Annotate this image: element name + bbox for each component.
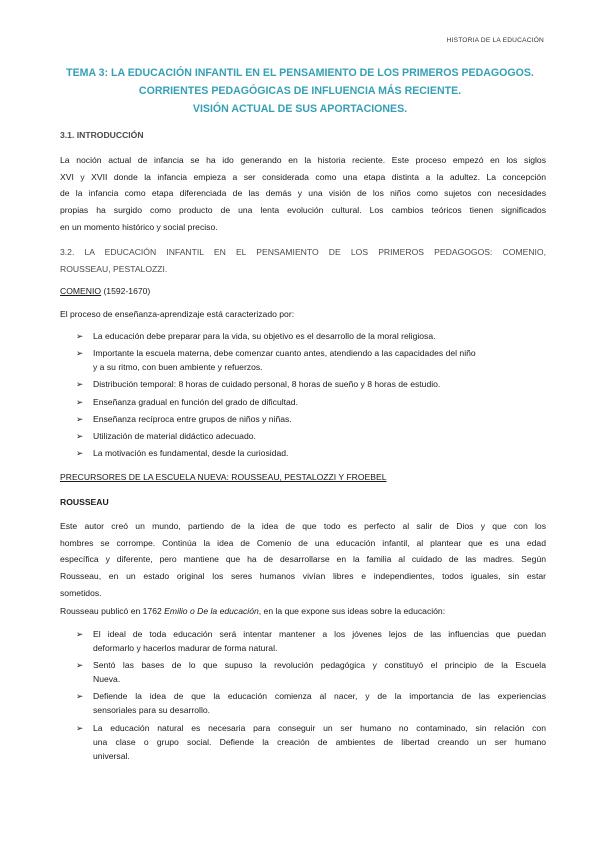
text-line: en un momento histórico y social preciso. — [60, 221, 218, 232]
rousseau-bullet-list — [60, 627, 546, 766]
rousseau-paragraph — [60, 518, 546, 602]
comenio-name: COMENIO — [60, 286, 102, 296]
title-line: VISIÓN ACTUAL DE SUS APORTACIONES. — [192, 103, 408, 115]
title-line: CORRIENTES PEDAGÓGICAS DE INFLUENCIA MÁS RECIENTE. — [138, 85, 462, 97]
comenio-heading — [60, 283, 546, 300]
list-item: ➢ Enseñanza recíproca entre grupos de niños y niñas. — [76, 413, 292, 424]
list-item: ➢ Sentó las bases de lo que supuso la revolución pedagógica y constituyó el principio de la Escuela Nueva. — [76, 660, 546, 685]
chapter-title — [40, 64, 560, 118]
book-title: Emilio o De la educación — [164, 606, 259, 616]
rousseau-heading: ROUSSEAU — [60, 497, 109, 507]
arrowhead-bullet-icon: ➢ — [76, 629, 84, 639]
comenio-intro: El proceso de enseñanza-aprendizaje está caracterizado por: — [60, 309, 295, 319]
list-item: ➢ Distribución temporal: 8 horas de cuidado personal, 8 horas de sueño y 8 horas de estudio. — [76, 379, 441, 390]
heading-line: ROUSSEAU, PESTALOZZI. — [60, 263, 168, 274]
comenio-bullet-list — [60, 329, 546, 463]
section-heading-primeros-pedagogos — [60, 244, 546, 277]
list-item: ➢ Defiende la idea de que la educación comienza al nacer, y de la importancia de las experiencias sensoriales para su desarrollo. — [76, 691, 546, 716]
section-heading-introduccion: 3.1. INTRODUCCIÓN — [60, 130, 144, 140]
arrowhead-bullet-icon: ➢ — [76, 331, 84, 341]
list-item: ➢ La motivación es fundamental, desde la curiosidad. — [76, 448, 289, 459]
arrowhead-bullet-icon: ➢ — [76, 660, 84, 671]
precursores-heading: PRECURSORES DE LA ESCUELA NUEVA: ROUSSEAU, PESTALOZZI Y FROEBEL — [60, 472, 387, 482]
text-line: La noción actual de infancia se ha ido generando en la historia reciente. Este proceso empezó en los siglos — [60, 155, 546, 165]
arrowhead-bullet-icon: ➢ — [76, 396, 84, 407]
arrowhead-bullet-icon: ➢ — [76, 430, 84, 441]
list-item: ➢ La educación debe preparar para la vida, su objetivo es el desarrollo de la moral religiosa. — [76, 331, 436, 341]
text-line: hombres se corrompe. Continúa la idea de Comenio de una educación infantil, al plantear que es una edad — [60, 537, 546, 548]
arrowhead-bullet-icon: ➢ — [76, 691, 84, 702]
list-item: ➢ El ideal de toda educación será intentar mantener a los jóvenes lejos de las influencias que puedan deformarlo y hacerlos madurar de forma natural. — [76, 629, 546, 653]
title-line: TEMA 3: LA EDUCACIÓN INFANTIL EN EL PENSAMIENTO DE LOS PRIMEROS PEDAGOGOS. — [66, 67, 534, 79]
text-line: Rousseau, en un estado original los seres humanos vivían libres e independientes, todos iguales, sin estar — [60, 571, 546, 582]
arrowhead-bullet-icon: ➢ — [76, 379, 84, 390]
heading-line: 3.2. LA EDUCACIÓN INFANTIL EN EL PENSAMIENTO DE LOS PRIMEROS PEDAGOGOS: COMENIO, — [60, 247, 546, 257]
arrowhead-bullet-icon: ➢ — [76, 722, 84, 733]
text-line: sometidos. — [60, 587, 102, 598]
list-item: ➢ Utilización de material didáctico adecuado. — [76, 430, 256, 441]
text-line: de la infancia como etapa diferenciada de las demás y una visión de los niños como sujetos con necesidades — [60, 188, 546, 199]
text-line: Este autor creó un mundo, partiendo de la idea de que todo es perfecto al salir de Dios y que con los — [60, 521, 546, 531]
running-header: HISTORIA DE LA EDUCACIÓN — [446, 37, 544, 44]
intro-paragraph — [60, 152, 546, 236]
text-line: específica y diferente, pero mantiene que ha de desarrollarse en la familia al cuidado de las madres. Según — [60, 554, 546, 565]
rousseau-publication: Rousseau publicó en 1762 Emilio o De la educación, en la que expone sus ideas sobre la educación: — [60, 606, 446, 616]
arrowhead-bullet-icon: ➢ — [76, 413, 84, 424]
text-line: propias ha surgido como producto de una lenta evolución cultural. Los cambios teóricos tienen significados — [60, 205, 546, 216]
arrowhead-bullet-icon: ➢ — [76, 448, 84, 459]
arrowhead-bullet-icon: ➢ — [76, 348, 84, 359]
list-item: ➢ Enseñanza gradual en función del grado de dificultad. — [76, 396, 298, 407]
list-item: ➢ Importante la escuela materna, debe comenzar cuanto antes, atendiendo a las capacidades del niño y a su ritmo, con buen ambiente y refuerzos. — [76, 348, 476, 373]
text-line: XVI y XVII donde la infancia empieza a ser considerada como una etapa distinta a la adultez. La concepción — [60, 171, 546, 182]
comenio-dates: (1592-1670) — [101, 286, 151, 296]
list-item: ➢ La educación natural es necesaria para conseguir un ser humano no contaminado, sin relación con una clase o grupo social. Defiende la creación de ambientes de libertad creando un ser humano universal. — [76, 722, 546, 761]
